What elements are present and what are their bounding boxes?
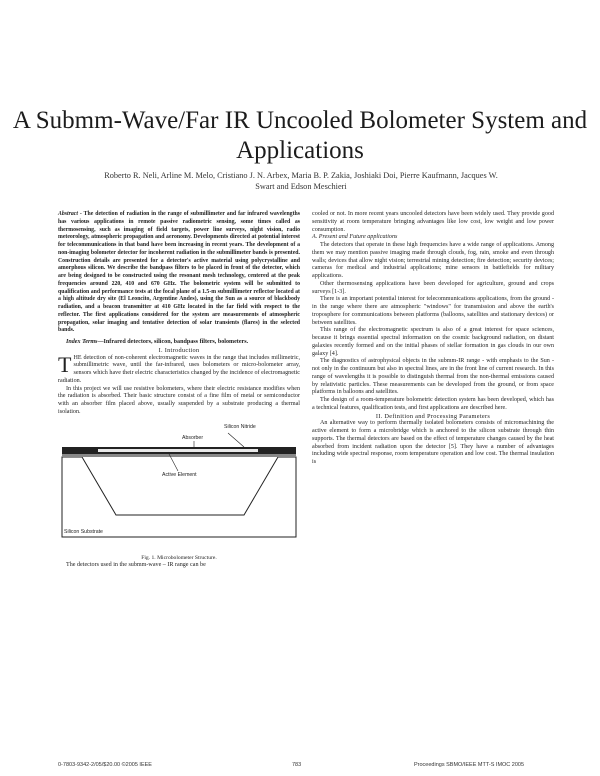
silicon-substrate-shape: [62, 457, 296, 537]
intro-paragraph-1: [58, 351, 300, 386]
figure-caption: Fig. 1. Microbolometer Structure.: [141, 554, 217, 561]
right-paragraph-5: The diagnostics of astrophysical objects in the submm-IR range - with emphasis to the Sun - not only in the continuum but also in spectral lines, are in the front line of current research. In this range of wavelengths it is possible to distinguish thermal from the non-thermal emissions caused by relativistic particles. These measurements can be developed from the ground, or from space platforms in balloons and satellites.: [312, 358, 554, 396]
section-heading-definition: II. Definition and Processing Parameters: [375, 412, 491, 420]
author-list: Roberto R. Neli, Arline M. Melo, Cristiano J. N. Arbex, Maria B. P. Zakia, Joshiaki Doi, Pierre Kaufmann, Jacques W. Swart and Edson Meschieri: [104, 171, 498, 191]
active-element-layer: [98, 449, 258, 452]
intro-paragraph-3: The detectors used in the submm-wave – IR range can be: [66, 562, 206, 569]
paper-title: A Submm-Wave/Far IR Uncooled Bolometer System and Applications: [12, 107, 588, 164]
label-active-element: Active Element: [162, 471, 197, 478]
subsection-heading-applications: A. Present and Future applications: [312, 234, 398, 241]
page-number: 783: [292, 762, 302, 768]
footer-proceedings: Proceedings SBMO/IEEE MTT-S IMOC 2005: [414, 762, 525, 768]
label-silicon-substrate: Silicon Substrate: [64, 528, 103, 535]
right-paragraph-4: This range of the electromagnetic spectrum is also of a great interest for space sciences, because it brings essential spectral information on the cosmic background radiation, on distant galaxies recently formed and on the initial phases of stellar formation in gas clouds in our own galaxy [4].: [312, 327, 554, 357]
intro-paragraph-2: In this project we will use resistive bolometers, where their electric resistance modifies when the radiation is absorbed. Their basic structure consist of a fine film of metal or semiconductor with an absorber film placed above, usually suspended by a substrate producing a thermal isolation.: [58, 385, 300, 415]
label-absorber: Absorber: [182, 434, 204, 441]
section-heading-introduction: I. Introduction: [158, 346, 200, 354]
footer-isbn: 0-7803-9342-2/05/$20.00 ©2005 IEEE: [58, 762, 152, 768]
intro-paragraph-1-text: HE detection of non-coherent electromagnetic waves in the range that includes millimetric, submillimetric wave, until the far-infrared, uses bolometers or micro-bolometer array, sensors which have their electric characteristics changed by the incidence of electromagnetic radiation.: [58, 354, 300, 384]
right-paragraph-1: The detectors that operate in these high frequencies have a wide range of applications. Among them we may mention passive imaging made through clouds, fog, rain, smoke and even through walls; devices that allow night vision; terrestrial mining detection; fire detection; security devices; cameras for medical and industrial applications; mine sensors in battlefields for military applications.: [312, 242, 554, 279]
left-column: [58, 211, 300, 570]
right-paragraph-3: There is an important potential interest for telecommunications applications, from the ground - in the range where there are atmospheric "windows" for transmission and above the earth's troposphere for communications between platforms (balloons, satellites and stationary devices) or between satellites.: [312, 296, 554, 326]
abstract-text: - The detection of radiation in the range of submillimeter and far infrared wavelengths has various applications in remote passive radiometric sensing, some times called as thermosensing, such as imaging of field targets, power line surveys, night vision, radio meteorology, atmospheric propagation and aeronomy. Developments directed at potential interest for telecommunications in that band have been increasing in recent years. The development of a non-imaging bolometer detector for incoherent radiation in the submillimeter bands is presented. Construction details are presented for a detector's active material using polycrystalline and amorphous silicon. We describe the bandpass filters to be placed in front of the detector, which are being designed to be constructed using the resonant mesh technology, centered at the peak frequencies around 220, 410 and 670 GHz. The bolometric system will be submitted to qualification and performance tests at the focal plane of a 1.5-m submillimeter reflector located at a high altitude dry site (El Leoncito, Argentine Andes), using the Sun as a source of blackbody radiation, and a beacon transmitter at 410 GHz located in the far field with respect to the reflector. The first applications considered for the system are measurements of atmospheric propagation, solar imaging and tentative detection of solar transients (flares) in the selected bands.: [58, 211, 300, 334]
nitride-leader-line: [228, 433, 244, 447]
right-paragraph-0: cooled or not. In more recent years uncooled detectors have been widely used. They provide good sensitivity at room temperature bringing advantages like low cost, low weight and low power consumption.: [312, 211, 554, 233]
index-terms-label: Index Terms: [66, 339, 98, 345]
silicon-nitride-layer: [62, 454, 296, 457]
microbolometer-diagram: [58, 419, 300, 543]
right-column: [312, 211, 554, 467]
abstract-label: Abstract: [58, 211, 78, 217]
drop-cap: T: [58, 351, 72, 377]
abstract: [58, 211, 300, 335]
label-silicon-nitride: Silicon Nitride: [224, 423, 256, 430]
right-paragraph-2: Other thermosensing applications have been developed for agriculture, ground and crops surveys [1-3].: [312, 280, 554, 295]
right-paragraph-6: The design of a room-temperature bolometric detection system has been developed, which has a technical features, qualification tests, and first applications are described here.: [312, 397, 554, 411]
index-terms-text: —Infrared detectors, silicon, bandpass filters, bolometers.: [97, 339, 249, 345]
figure-microbolometer: [58, 419, 300, 555]
right-paragraph-7: An alternative way to perform thermally isolated bolometers consists of micromachining the active element to form a microbridge which is anchored to the silicon substrate through thin supports. The thermal detectors are based on the effect of temperature changes caused by the heat absorbed from incident radiation upon the detector [5]. They have a number of advantages including wide spectral response, room temperature operation and low cost. The thermal insulation is: [312, 420, 554, 465]
index-terms: [58, 339, 300, 347]
